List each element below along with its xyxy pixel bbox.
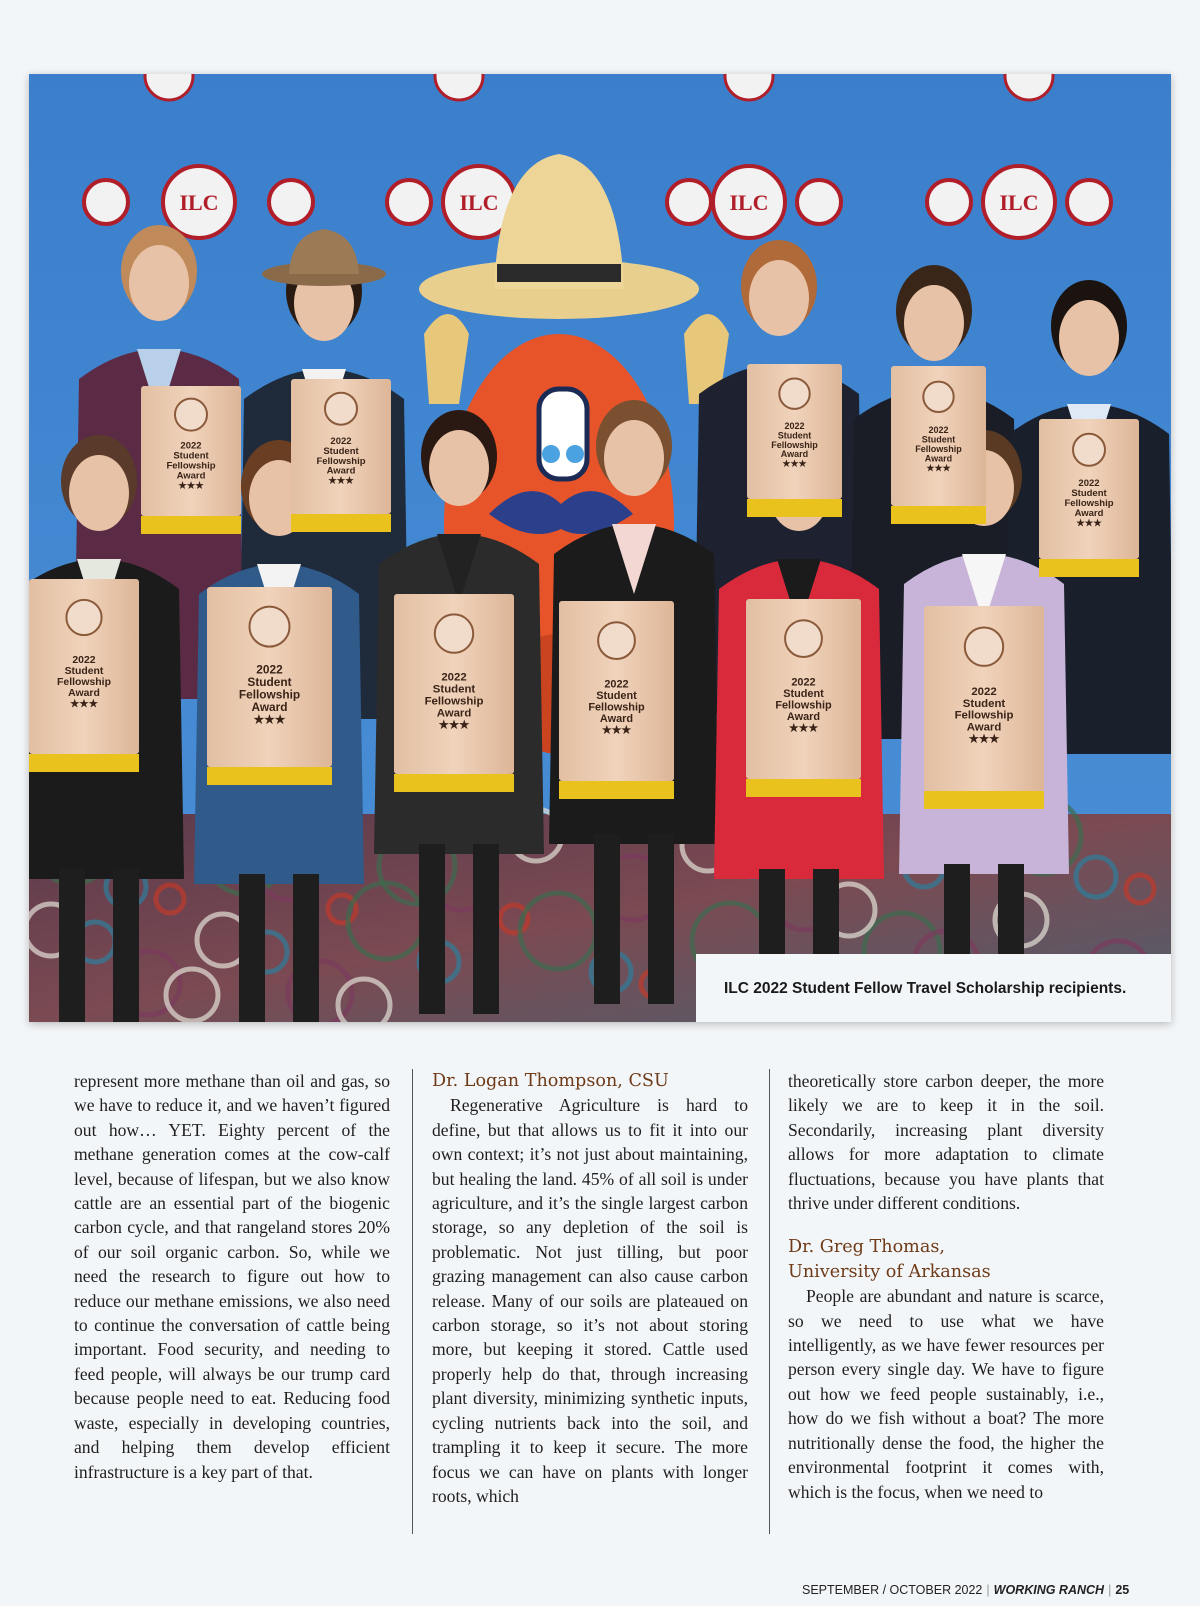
person-leg bbox=[419, 844, 445, 1014]
person-face bbox=[429, 430, 489, 506]
banner-fringe bbox=[559, 781, 674, 799]
banner-text: Student bbox=[921, 434, 956, 445]
banner-seal-icon bbox=[175, 399, 207, 431]
banner-text: Student bbox=[962, 697, 1006, 710]
photo-caption: ILC 2022 Student Fellow Travel Scholarship recipients. bbox=[724, 980, 1127, 997]
banner-fringe bbox=[29, 754, 139, 772]
banner-fringe bbox=[891, 506, 986, 524]
ilc-logo-icon bbox=[269, 180, 313, 224]
award-banner bbox=[891, 366, 986, 524]
banner-text: ★★★ bbox=[968, 733, 1000, 746]
banner-text: Student bbox=[173, 450, 209, 462]
group-photo bbox=[29, 74, 1171, 1022]
award-banner bbox=[1039, 419, 1139, 577]
award-banner bbox=[291, 379, 391, 532]
article-column-2 bbox=[432, 1069, 748, 1508]
award-banner bbox=[747, 364, 842, 517]
banner-text: Award bbox=[176, 470, 206, 482]
banner-fringe bbox=[291, 514, 391, 532]
banner-text: Award bbox=[68, 687, 100, 699]
col3-paragraph-1: theoretically store carbon deeper, the more likely we are to keep it in the soil. Secondarily, increasing plant diversity allows for more adaptation to climate fluctuations, because you have plants that thrive under different conditions. bbox=[788, 1071, 1104, 1214]
banner-seal-icon bbox=[325, 393, 357, 425]
banner-text: Award bbox=[924, 453, 953, 464]
speaker-heading-line-1: Dr. Greg Thomas, bbox=[788, 1237, 945, 1258]
banner-fringe bbox=[746, 779, 861, 797]
person-face bbox=[1059, 300, 1119, 376]
banner-seal-icon bbox=[785, 620, 822, 657]
col3-paragraph-2: People are abundant and nature is scarce, so we need to use what we have intelligently, as we have fewer resources per person every single day. We have to figure out how we feed people sustainably, i.e., how do we fish without a boat? The more nutritionally dense the food, the higher the environmental footprint it comes with, which is the focus, when we need to bbox=[788, 1286, 1104, 1502]
award-banner bbox=[394, 594, 514, 792]
ilc-logo-icon bbox=[927, 180, 971, 224]
banner-text: Fellowship bbox=[316, 455, 366, 467]
banner-text: ★★★ bbox=[328, 475, 354, 487]
banner-text: 2022 bbox=[1078, 478, 1100, 490]
banner-text: ★★★ bbox=[1076, 518, 1102, 530]
banner-text: ★★★ bbox=[601, 724, 632, 737]
footer-separator-2: | bbox=[1108, 1583, 1112, 1597]
banner-fringe bbox=[747, 499, 842, 517]
banner-text: Award bbox=[251, 699, 288, 714]
person-leg bbox=[293, 874, 319, 1022]
banner-text: Student bbox=[432, 683, 476, 696]
banner-text: 2022 bbox=[441, 671, 467, 684]
banner-seal-icon bbox=[923, 382, 953, 412]
banner-text: ★★★ bbox=[788, 722, 819, 735]
banner-fringe bbox=[207, 767, 332, 785]
banner-text: 2022 bbox=[330, 435, 352, 447]
banner-fringe bbox=[924, 791, 1044, 809]
speaker-heading-line-2: University of Arkansas bbox=[788, 1261, 991, 1282]
banner-text: 2022 bbox=[928, 425, 949, 436]
banner-text: Award bbox=[436, 707, 472, 720]
banner-seal-icon bbox=[1073, 434, 1105, 466]
award-banner bbox=[141, 386, 241, 534]
banner-text: Student bbox=[1071, 488, 1107, 500]
col2-paragraph: Regenerative Agriculture is hard to define, but that allows us to fit it into our own context; it’s not just about maintaining, but healing the land. 45% of all soil is under agriculture, and it’s the single largest carbon storage, so any depletion of the soil is problematic. Not just tilling, but poor grazing management can also cause carbon release. Many of our soils are plateaued on carbon storage, so it’s not about storing more, but keeping it stored. Cattle used properly help do that, through increasing plant diversity, minimizing synthetic inputs, cycling nutrients back into the soil, and trampling it to keep it secure. The more focus we can have on plants with longer roots, which bbox=[432, 1095, 748, 1506]
banner-fringe bbox=[1039, 559, 1139, 577]
ilc-logo-text: ILC bbox=[729, 190, 769, 215]
person-face bbox=[604, 420, 664, 496]
banner-seal-icon bbox=[435, 614, 473, 652]
banner-text: ★★★ bbox=[782, 458, 807, 469]
article-column-1 bbox=[74, 1069, 390, 1484]
banner-seal-icon bbox=[66, 600, 101, 635]
col1-paragraph: represent more methane than oil and gas, so we have to reduce it, and we haven’t figured out how… YET. Eighty percent of the methane generation comes at the cow-calf level, because of lifespan, but we also know cattle are an essential part of the biogenic carbon cycle, and that rangeland stores 20% of our soil organic carbon. So, while we need the research to figure out how to reduce our methane emissions, we also need to continue the conversation of cattle being important. Food security, and needing to feed people, will always be our trump card because people need to eat. Reducing food waste, especially in developing countries, and helping them develop efficient infrastructure is a key part of that. bbox=[74, 1071, 390, 1482]
banner-text: 2022 bbox=[604, 678, 629, 691]
banner-text: Award bbox=[786, 710, 821, 723]
person-leg bbox=[59, 869, 85, 1022]
banner-fringe bbox=[141, 516, 241, 534]
award-banner bbox=[924, 606, 1044, 809]
banner-text: Fellowship bbox=[588, 701, 645, 714]
banner-text: Fellowship bbox=[238, 687, 301, 702]
article-column-3 bbox=[788, 1069, 1104, 1504]
banner-text: Fellowship bbox=[424, 695, 484, 708]
banner-text: 2022 bbox=[180, 440, 202, 452]
banner-text: Award bbox=[780, 449, 809, 460]
footer-separator-1: | bbox=[986, 1583, 990, 1597]
person-face bbox=[129, 245, 189, 321]
banner-text: Fellowship bbox=[775, 699, 832, 712]
banner-text: Fellowship bbox=[954, 709, 1014, 722]
banner-text: Student bbox=[777, 430, 812, 441]
person-leg bbox=[113, 869, 139, 1022]
person-leg bbox=[473, 844, 499, 1014]
banner-text: 2022 bbox=[784, 420, 805, 431]
banner-seal-icon bbox=[779, 379, 809, 409]
banner-text: Fellowship bbox=[166, 460, 216, 472]
award-banner bbox=[559, 601, 674, 799]
banner-seal-icon bbox=[250, 607, 290, 647]
banner-text: Award bbox=[1074, 508, 1104, 520]
banner-seal-icon bbox=[965, 628, 1003, 666]
award-banner bbox=[207, 587, 332, 785]
banner-seal-icon bbox=[598, 622, 635, 659]
person-leg bbox=[594, 834, 620, 1004]
person-face bbox=[69, 455, 129, 531]
banner-text: Award bbox=[599, 712, 634, 725]
banner-text: Fellowship bbox=[1064, 498, 1114, 510]
page-number: 25 bbox=[1115, 1583, 1130, 1597]
photo-illustration bbox=[29, 74, 1171, 1022]
banner-text: Student bbox=[64, 665, 104, 677]
speaker-heading-logan-thompson: Dr. Logan Thompson, CSU bbox=[432, 1071, 669, 1091]
person-leg bbox=[239, 874, 265, 1022]
banner-text: ★★★ bbox=[926, 463, 951, 474]
ilc-logo-icon bbox=[667, 180, 711, 224]
banner-text: ★★★ bbox=[438, 719, 470, 732]
person-leg bbox=[648, 834, 674, 1004]
banner-text: Fellowship bbox=[771, 439, 818, 450]
banner-text: 2022 bbox=[791, 676, 816, 689]
banner-text: 2022 bbox=[256, 662, 283, 677]
ilc-logo-icon bbox=[387, 180, 431, 224]
banner-text: 2022 bbox=[72, 655, 96, 666]
magazine-name: WORKING RANCH bbox=[993, 1583, 1105, 1597]
banner-text: Award bbox=[326, 465, 356, 477]
page-footer bbox=[802, 1583, 1129, 1597]
banner-text: ★★★ bbox=[69, 698, 99, 710]
banner-text: Award bbox=[966, 721, 1002, 734]
banner-text: 2022 bbox=[971, 685, 997, 698]
banner-text: ★★★ bbox=[253, 712, 286, 727]
column-divider-2 bbox=[769, 1069, 770, 1534]
ilc-logo-icon bbox=[84, 180, 128, 224]
banner-text: Student bbox=[323, 445, 359, 457]
ilc-logo-icon bbox=[1067, 180, 1111, 224]
banner-fringe bbox=[394, 774, 514, 792]
banner-text: Fellowship bbox=[915, 444, 962, 455]
banner-text: Fellowship bbox=[57, 676, 111, 688]
ilc-logo-text: ILC bbox=[459, 190, 499, 215]
issue-date: SEPTEMBER / OCTOBER 2022 bbox=[802, 1583, 983, 1597]
speaker-heading-greg-thomas bbox=[788, 1235, 1104, 1284]
column-divider-1 bbox=[412, 1069, 413, 1534]
ilc-logo-icon bbox=[797, 180, 841, 224]
person-face bbox=[749, 260, 809, 336]
ilc-logo-text: ILC bbox=[999, 190, 1039, 215]
banner-text: ★★★ bbox=[178, 480, 204, 492]
award-banner bbox=[29, 579, 139, 772]
banner-text: Student bbox=[247, 674, 292, 689]
banner-text: Student bbox=[596, 689, 637, 702]
ilc-logo-text: ILC bbox=[179, 190, 219, 215]
banner-text: Student bbox=[783, 687, 824, 700]
award-banner bbox=[746, 599, 861, 797]
person-face bbox=[904, 285, 964, 361]
